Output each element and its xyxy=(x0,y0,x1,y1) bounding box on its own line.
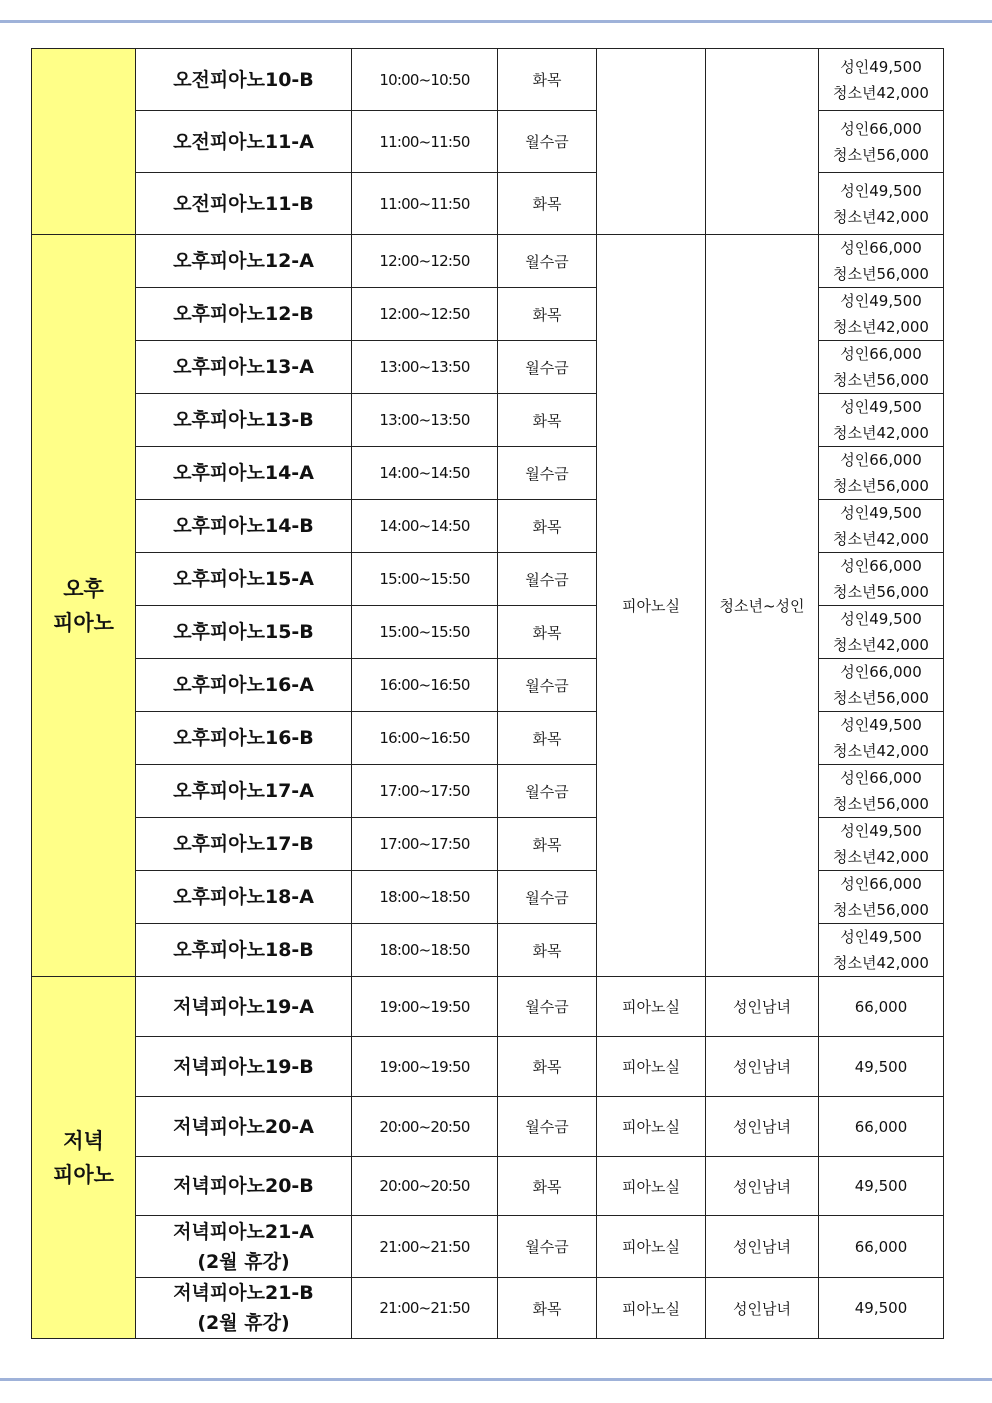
price-line: 66,000 xyxy=(854,1237,908,1256)
price-line: 성인49,500 xyxy=(840,822,922,840)
room-cell: 피아노실 xyxy=(597,1278,706,1339)
price-line: 성인49,500 xyxy=(840,504,922,522)
class-days: 월수금 xyxy=(498,447,597,500)
class-price xyxy=(819,659,944,712)
class-days: 월수금 xyxy=(498,977,597,1037)
class-name: 오후피아노13-B xyxy=(136,394,352,447)
class-name: 저녁피아노20-B xyxy=(136,1157,352,1216)
table-row xyxy=(32,235,944,288)
target-cell: 성인남녀 xyxy=(706,1278,819,1339)
target-cell: 성인남녀 xyxy=(706,1097,819,1157)
price-line: 성인49,500 xyxy=(840,57,922,76)
price-line: 청소년56,000 xyxy=(833,689,929,707)
target-cell: 성인남녀 xyxy=(706,977,819,1037)
class-price xyxy=(819,765,944,818)
class-name: 저녁피아노19-A xyxy=(136,977,352,1037)
price-line: 성인66,000 xyxy=(840,557,922,575)
table-row xyxy=(32,1037,944,1097)
text-line: 피아노 xyxy=(53,1162,114,1187)
price-line: 청소년56,000 xyxy=(833,145,929,164)
room-cell: 피아노실 xyxy=(597,1216,706,1278)
class-time: 18:00~18:50 xyxy=(352,871,498,924)
class-time: 19:00~19:50 xyxy=(352,1037,498,1097)
price-line: 성인66,000 xyxy=(840,663,922,681)
price-line: 청소년42,000 xyxy=(833,207,929,226)
text-line: 저녁피아노21-A xyxy=(173,1220,314,1243)
class-name: 오후피아노14-B xyxy=(136,500,352,553)
price-line: 성인49,500 xyxy=(840,398,922,416)
class-days: 월수금 xyxy=(498,659,597,712)
price-line: 성인66,000 xyxy=(840,345,922,363)
class-time: 15:00~15:50 xyxy=(352,606,498,659)
class-time: 15:00~15:50 xyxy=(352,553,498,606)
class-name: 오후피아노17-A xyxy=(136,765,352,818)
class-days: 월수금 xyxy=(498,111,597,173)
table-row xyxy=(32,977,944,1037)
table-row xyxy=(32,1278,944,1339)
class-name: 오전피아노11-B xyxy=(136,173,352,235)
price-line: 성인66,000 xyxy=(840,119,922,138)
class-name: 오후피아노15-A xyxy=(136,553,352,606)
price-line: 성인49,500 xyxy=(840,928,922,946)
class-time: 14:00~14:50 xyxy=(352,447,498,500)
class-name: 오후피아노18-B xyxy=(136,924,352,977)
price-line: 청소년42,000 xyxy=(833,530,929,548)
price-line: 성인49,500 xyxy=(840,181,922,200)
price-line: 성인49,500 xyxy=(840,292,922,310)
target-cell: 성인남녀 xyxy=(706,1037,819,1097)
class-time: 14:00~14:50 xyxy=(352,500,498,553)
class-days: 화목 xyxy=(498,173,597,235)
class-days: 화목 xyxy=(498,818,597,871)
piano-class-schedule-table xyxy=(31,48,944,1339)
price-line: 청소년42,000 xyxy=(833,954,929,972)
class-name xyxy=(136,1216,352,1278)
class-time: 20:00~20:50 xyxy=(352,1157,498,1216)
table-row xyxy=(32,1097,944,1157)
class-time: 11:00~11:50 xyxy=(352,173,498,235)
class-name: 오후피아노12-B xyxy=(136,288,352,341)
price-line: 성인66,000 xyxy=(840,769,922,787)
class-days: 화목 xyxy=(498,288,597,341)
class-time: 21:00~21:50 xyxy=(352,1278,498,1339)
class-time: 16:00~16:50 xyxy=(352,712,498,765)
class-price xyxy=(819,1097,944,1157)
price-line: 49,500 xyxy=(854,1057,908,1076)
class-name: 오전피아노11-A xyxy=(136,111,352,173)
class-price xyxy=(819,1157,944,1216)
class-price xyxy=(819,1037,944,1097)
table-row xyxy=(32,1216,944,1278)
class-price xyxy=(819,553,944,606)
class-name: 오전피아노10-B xyxy=(136,49,352,111)
target-cell: 성인남녀 xyxy=(706,1157,819,1216)
class-price xyxy=(819,500,944,553)
class-time: 16:00~16:50 xyxy=(352,659,498,712)
class-name: 오후피아노17-B xyxy=(136,818,352,871)
price-line: 청소년42,000 xyxy=(833,742,929,760)
class-time: 10:00~10:50 xyxy=(352,49,498,111)
class-price xyxy=(819,977,944,1037)
class-price xyxy=(819,1278,944,1339)
class-days: 화목 xyxy=(498,712,597,765)
class-price xyxy=(819,235,944,288)
class-price xyxy=(819,712,944,765)
class-name: 오후피아노12-A xyxy=(136,235,352,288)
class-time: 17:00~17:50 xyxy=(352,765,498,818)
price-line: 청소년42,000 xyxy=(833,83,929,102)
bottom-divider-line xyxy=(0,1378,992,1381)
class-name: 오후피아노14-A xyxy=(136,447,352,500)
class-time: 19:00~19:50 xyxy=(352,977,498,1037)
target-cell: 성인남녀 xyxy=(706,1216,819,1278)
class-days: 월수금 xyxy=(498,765,597,818)
class-time: 12:00~12:50 xyxy=(352,288,498,341)
class-name: 저녁피아노20-A xyxy=(136,1097,352,1157)
class-name: 오후피아노13-A xyxy=(136,341,352,394)
class-name: 오후피아노16-A xyxy=(136,659,352,712)
top-divider-line xyxy=(0,20,992,23)
class-time: 21:00~21:50 xyxy=(352,1216,498,1278)
text-line: 저녁 xyxy=(63,1128,104,1153)
class-time: 11:00~11:50 xyxy=(352,111,498,173)
class-time: 18:00~18:50 xyxy=(352,924,498,977)
price-line: 청소년42,000 xyxy=(833,424,929,442)
room-cell: 피아노실 xyxy=(597,1037,706,1097)
table-row xyxy=(32,49,944,111)
class-time: 12:00~12:50 xyxy=(352,235,498,288)
class-days: 화목 xyxy=(498,606,597,659)
class-days: 월수금 xyxy=(498,871,597,924)
price-line: 성인49,500 xyxy=(840,610,922,628)
class-days: 월수금 xyxy=(498,235,597,288)
text-line: (2월 휴강) xyxy=(197,1312,290,1334)
class-name: 오후피아노16-B xyxy=(136,712,352,765)
text-line: 오후 xyxy=(63,576,104,601)
price-line: 49,500 xyxy=(854,1299,908,1317)
class-time: 13:00~13:50 xyxy=(352,394,498,447)
class-days: 화목 xyxy=(498,924,597,977)
class-price xyxy=(819,1216,944,1278)
room-cell: 피아노실 xyxy=(597,1157,706,1216)
price-line: 66,000 xyxy=(854,997,908,1016)
category-cell xyxy=(32,49,136,235)
class-price xyxy=(819,871,944,924)
class-price xyxy=(819,447,944,500)
class-days: 월수금 xyxy=(498,553,597,606)
room-cell: 피아노실 xyxy=(597,977,706,1037)
class-days: 월수금 xyxy=(498,1097,597,1157)
class-price xyxy=(819,606,944,659)
room-cell: 피아노실 xyxy=(597,1097,706,1157)
room-cell: 피아노실 xyxy=(597,235,706,977)
class-price xyxy=(819,288,944,341)
target-cell xyxy=(706,49,819,235)
class-name: 저녁피아노19-B xyxy=(136,1037,352,1097)
class-days: 화목 xyxy=(498,500,597,553)
class-time: 17:00~17:50 xyxy=(352,818,498,871)
price-line: 66,000 xyxy=(854,1117,908,1136)
class-days: 화목 xyxy=(498,394,597,447)
class-price xyxy=(819,341,944,394)
class-price xyxy=(819,173,944,235)
class-name: 오후피아노15-B xyxy=(136,606,352,659)
price-line: 청소년42,000 xyxy=(833,848,929,866)
price-line: 청소년56,000 xyxy=(833,795,929,813)
class-price xyxy=(819,818,944,871)
text-line: 저녁피아노21-B xyxy=(173,1282,314,1304)
price-line: 성인49,500 xyxy=(840,716,922,734)
class-days: 월수금 xyxy=(498,341,597,394)
price-line: 청소년42,000 xyxy=(833,636,929,654)
price-line: 49,500 xyxy=(854,1177,908,1195)
class-days: 화목 xyxy=(498,1278,597,1339)
class-name: 오후피아노18-A xyxy=(136,871,352,924)
price-line: 성인66,000 xyxy=(840,451,922,469)
price-line: 청소년56,000 xyxy=(833,583,929,601)
class-price xyxy=(819,394,944,447)
price-line: 청소년56,000 xyxy=(833,901,929,919)
target-cell: 청소년~성인 xyxy=(706,235,819,977)
category-cell xyxy=(32,977,136,1339)
price-line: 청소년56,000 xyxy=(833,371,929,389)
class-days: 월수금 xyxy=(498,1216,597,1278)
text-line: (2월 휴강) xyxy=(197,1250,290,1273)
price-line: 성인66,000 xyxy=(840,239,922,257)
class-name xyxy=(136,1278,352,1339)
class-price xyxy=(819,924,944,977)
table-row xyxy=(32,1157,944,1216)
text-line: 피아노 xyxy=(53,610,114,635)
category-cell xyxy=(32,235,136,977)
class-time: 13:00~13:50 xyxy=(352,341,498,394)
class-price xyxy=(819,111,944,173)
class-time: 20:00~20:50 xyxy=(352,1097,498,1157)
price-line: 청소년56,000 xyxy=(833,477,929,495)
price-line: 청소년42,000 xyxy=(833,318,929,336)
price-line: 성인66,000 xyxy=(840,875,922,893)
class-days: 화목 xyxy=(498,1157,597,1216)
class-price xyxy=(819,49,944,111)
price-line: 청소년56,000 xyxy=(833,265,929,283)
room-cell xyxy=(597,49,706,235)
class-days: 화목 xyxy=(498,49,597,111)
class-days: 화목 xyxy=(498,1037,597,1097)
